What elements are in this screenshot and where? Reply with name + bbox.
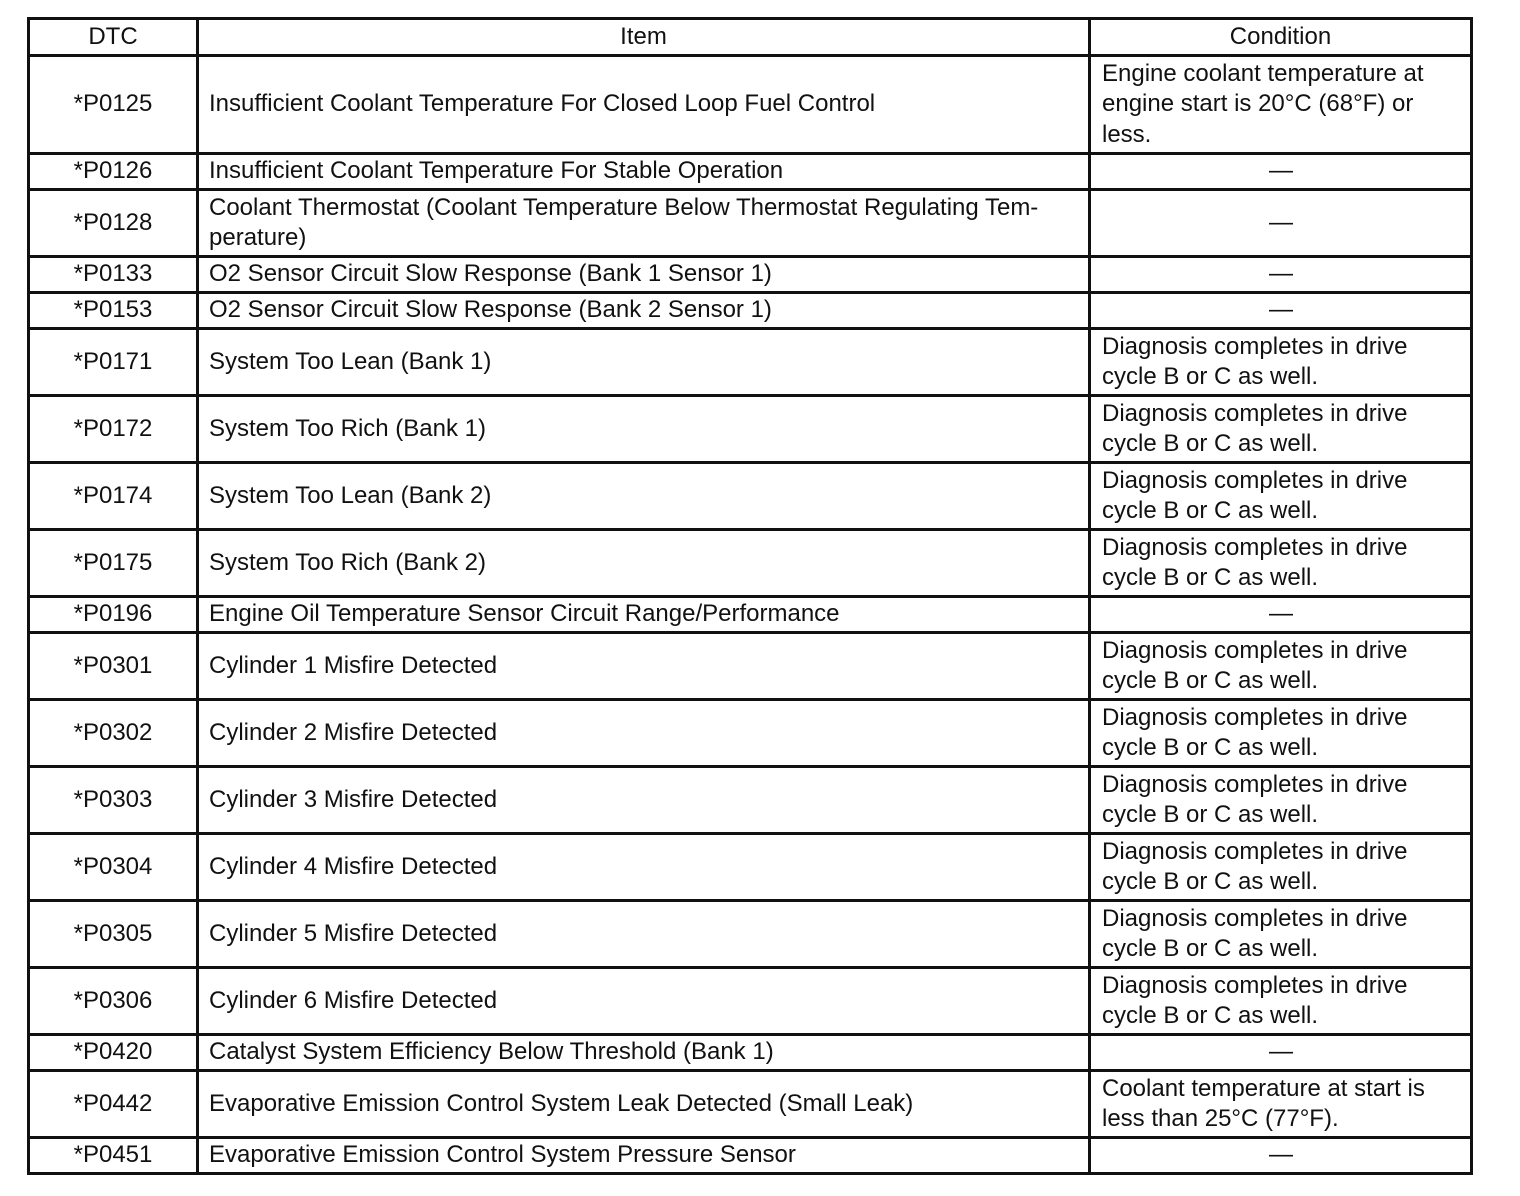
table-row	[29, 257, 1472, 293]
dtc-condition: —	[1090, 1035, 1472, 1071]
dtc-item: System Too Rich (Bank 2)	[198, 530, 1090, 597]
dtc-code: *P0128	[29, 190, 198, 257]
table-row	[29, 767, 1472, 834]
dtc-condition: —	[1090, 154, 1472, 190]
table-row	[29, 597, 1472, 633]
dtc-code: *P0196	[29, 597, 198, 633]
dtc-code: *P0133	[29, 257, 198, 293]
dtc-condition: —	[1090, 1138, 1472, 1174]
header-dtc: DTC	[29, 19, 198, 56]
dtc-item: O2 Sensor Circuit Slow Response (Bank 2 Sensor 1)	[198, 293, 1090, 329]
dtc-code: *P0303	[29, 767, 198, 834]
dtc-table	[27, 17, 1473, 1175]
dtc-item: Insufficient Coolant Temperature For Stable Operation	[198, 154, 1090, 190]
dtc-code: *P0171	[29, 329, 198, 396]
table-row	[29, 834, 1472, 901]
dtc-condition: —	[1090, 597, 1472, 633]
dtc-item: Catalyst System Efficiency Below Threshold (Bank 1)	[198, 1035, 1090, 1071]
table-row	[29, 530, 1472, 597]
dtc-condition: Diagnosis completes in drive cycle B or C as well.	[1090, 968, 1472, 1035]
table-row	[29, 56, 1472, 154]
dtc-item: Cylinder 1 Misfire Detected	[198, 633, 1090, 700]
dtc-condition: —	[1090, 257, 1472, 293]
dtc-condition: —	[1090, 293, 1472, 329]
dtc-item: Cylinder 5 Misfire Detected	[198, 901, 1090, 968]
dtc-item: Insufficient Coolant Temperature For Closed Loop Fuel Control	[198, 56, 1090, 154]
dtc-condition: —	[1090, 190, 1472, 257]
header-condition: Condition	[1090, 19, 1472, 56]
table-row	[29, 329, 1472, 396]
dtc-condition: Coolant temperature at start is less than 25°C (77°F).	[1090, 1071, 1472, 1138]
dtc-code: *P0126	[29, 154, 198, 190]
dtc-code: *P0125	[29, 56, 198, 154]
table-row	[29, 463, 1472, 530]
dtc-item: Engine Oil Temperature Sensor Circuit Range/Performance	[198, 597, 1090, 633]
table-row	[29, 154, 1472, 190]
dtc-code: *P0305	[29, 901, 198, 968]
dtc-condition: Diagnosis completes in drive cycle B or C as well.	[1090, 329, 1472, 396]
dtc-code: *P0302	[29, 700, 198, 767]
dtc-item: Evaporative Emission Control System Pressure Sensor	[198, 1138, 1090, 1174]
dtc-code: *P0153	[29, 293, 198, 329]
dtc-item: O2 Sensor Circuit Slow Response (Bank 1 Sensor 1)	[198, 257, 1090, 293]
dtc-condition: Diagnosis completes in drive cycle B or C as well.	[1090, 396, 1472, 463]
dtc-condition: Diagnosis completes in drive cycle B or C as well.	[1090, 901, 1472, 968]
dtc-item: Coolant Thermostat (Coolant Temperature Below Thermostat Regulating Tem- perature)	[198, 190, 1090, 257]
header-row	[29, 19, 1472, 56]
header-item: Item	[198, 19, 1090, 56]
dtc-condition: Diagnosis completes in drive cycle B or C as well.	[1090, 633, 1472, 700]
dtc-code: *P0174	[29, 463, 198, 530]
table-row	[29, 396, 1472, 463]
dtc-item: System Too Rich (Bank 1)	[198, 396, 1090, 463]
dtc-condition: Diagnosis completes in drive cycle B or C as well.	[1090, 700, 1472, 767]
dtc-item: Cylinder 2 Misfire Detected	[198, 700, 1090, 767]
dtc-code: *P0306	[29, 968, 198, 1035]
dtc-code: *P0442	[29, 1071, 198, 1138]
dtc-item: System Too Lean (Bank 1)	[198, 329, 1090, 396]
table-row	[29, 633, 1472, 700]
dtc-condition: Engine coolant temperature at engine start is 20°C (68°F) or less.	[1090, 56, 1472, 154]
dtc-item: Cylinder 3 Misfire Detected	[198, 767, 1090, 834]
dtc-code: *P0304	[29, 834, 198, 901]
dtc-item: Evaporative Emission Control System Leak Detected (Small Leak)	[198, 1071, 1090, 1138]
table-row	[29, 901, 1472, 968]
dtc-item: Cylinder 6 Misfire Detected	[198, 968, 1090, 1035]
dtc-code: *P0451	[29, 1138, 198, 1174]
dtc-item: System Too Lean (Bank 2)	[198, 463, 1090, 530]
dtc-condition: Diagnosis completes in drive cycle B or C as well.	[1090, 834, 1472, 901]
dtc-code: *P0420	[29, 1035, 198, 1071]
table-row	[29, 700, 1472, 767]
table-row	[29, 293, 1472, 329]
dtc-item: Cylinder 4 Misfire Detected	[198, 834, 1090, 901]
dtc-code: *P0172	[29, 396, 198, 463]
dtc-condition: Diagnosis completes in drive cycle B or C as well.	[1090, 767, 1472, 834]
table-row	[29, 968, 1472, 1035]
dtc-code: *P0301	[29, 633, 198, 700]
dtc-condition: Diagnosis completes in drive cycle B or C as well.	[1090, 530, 1472, 597]
table-row	[29, 1071, 1472, 1138]
table-row	[29, 1035, 1472, 1071]
table-row	[29, 190, 1472, 257]
table-row	[29, 1138, 1472, 1174]
dtc-code: *P0175	[29, 530, 198, 597]
dtc-condition: Diagnosis completes in drive cycle B or C as well.	[1090, 463, 1472, 530]
